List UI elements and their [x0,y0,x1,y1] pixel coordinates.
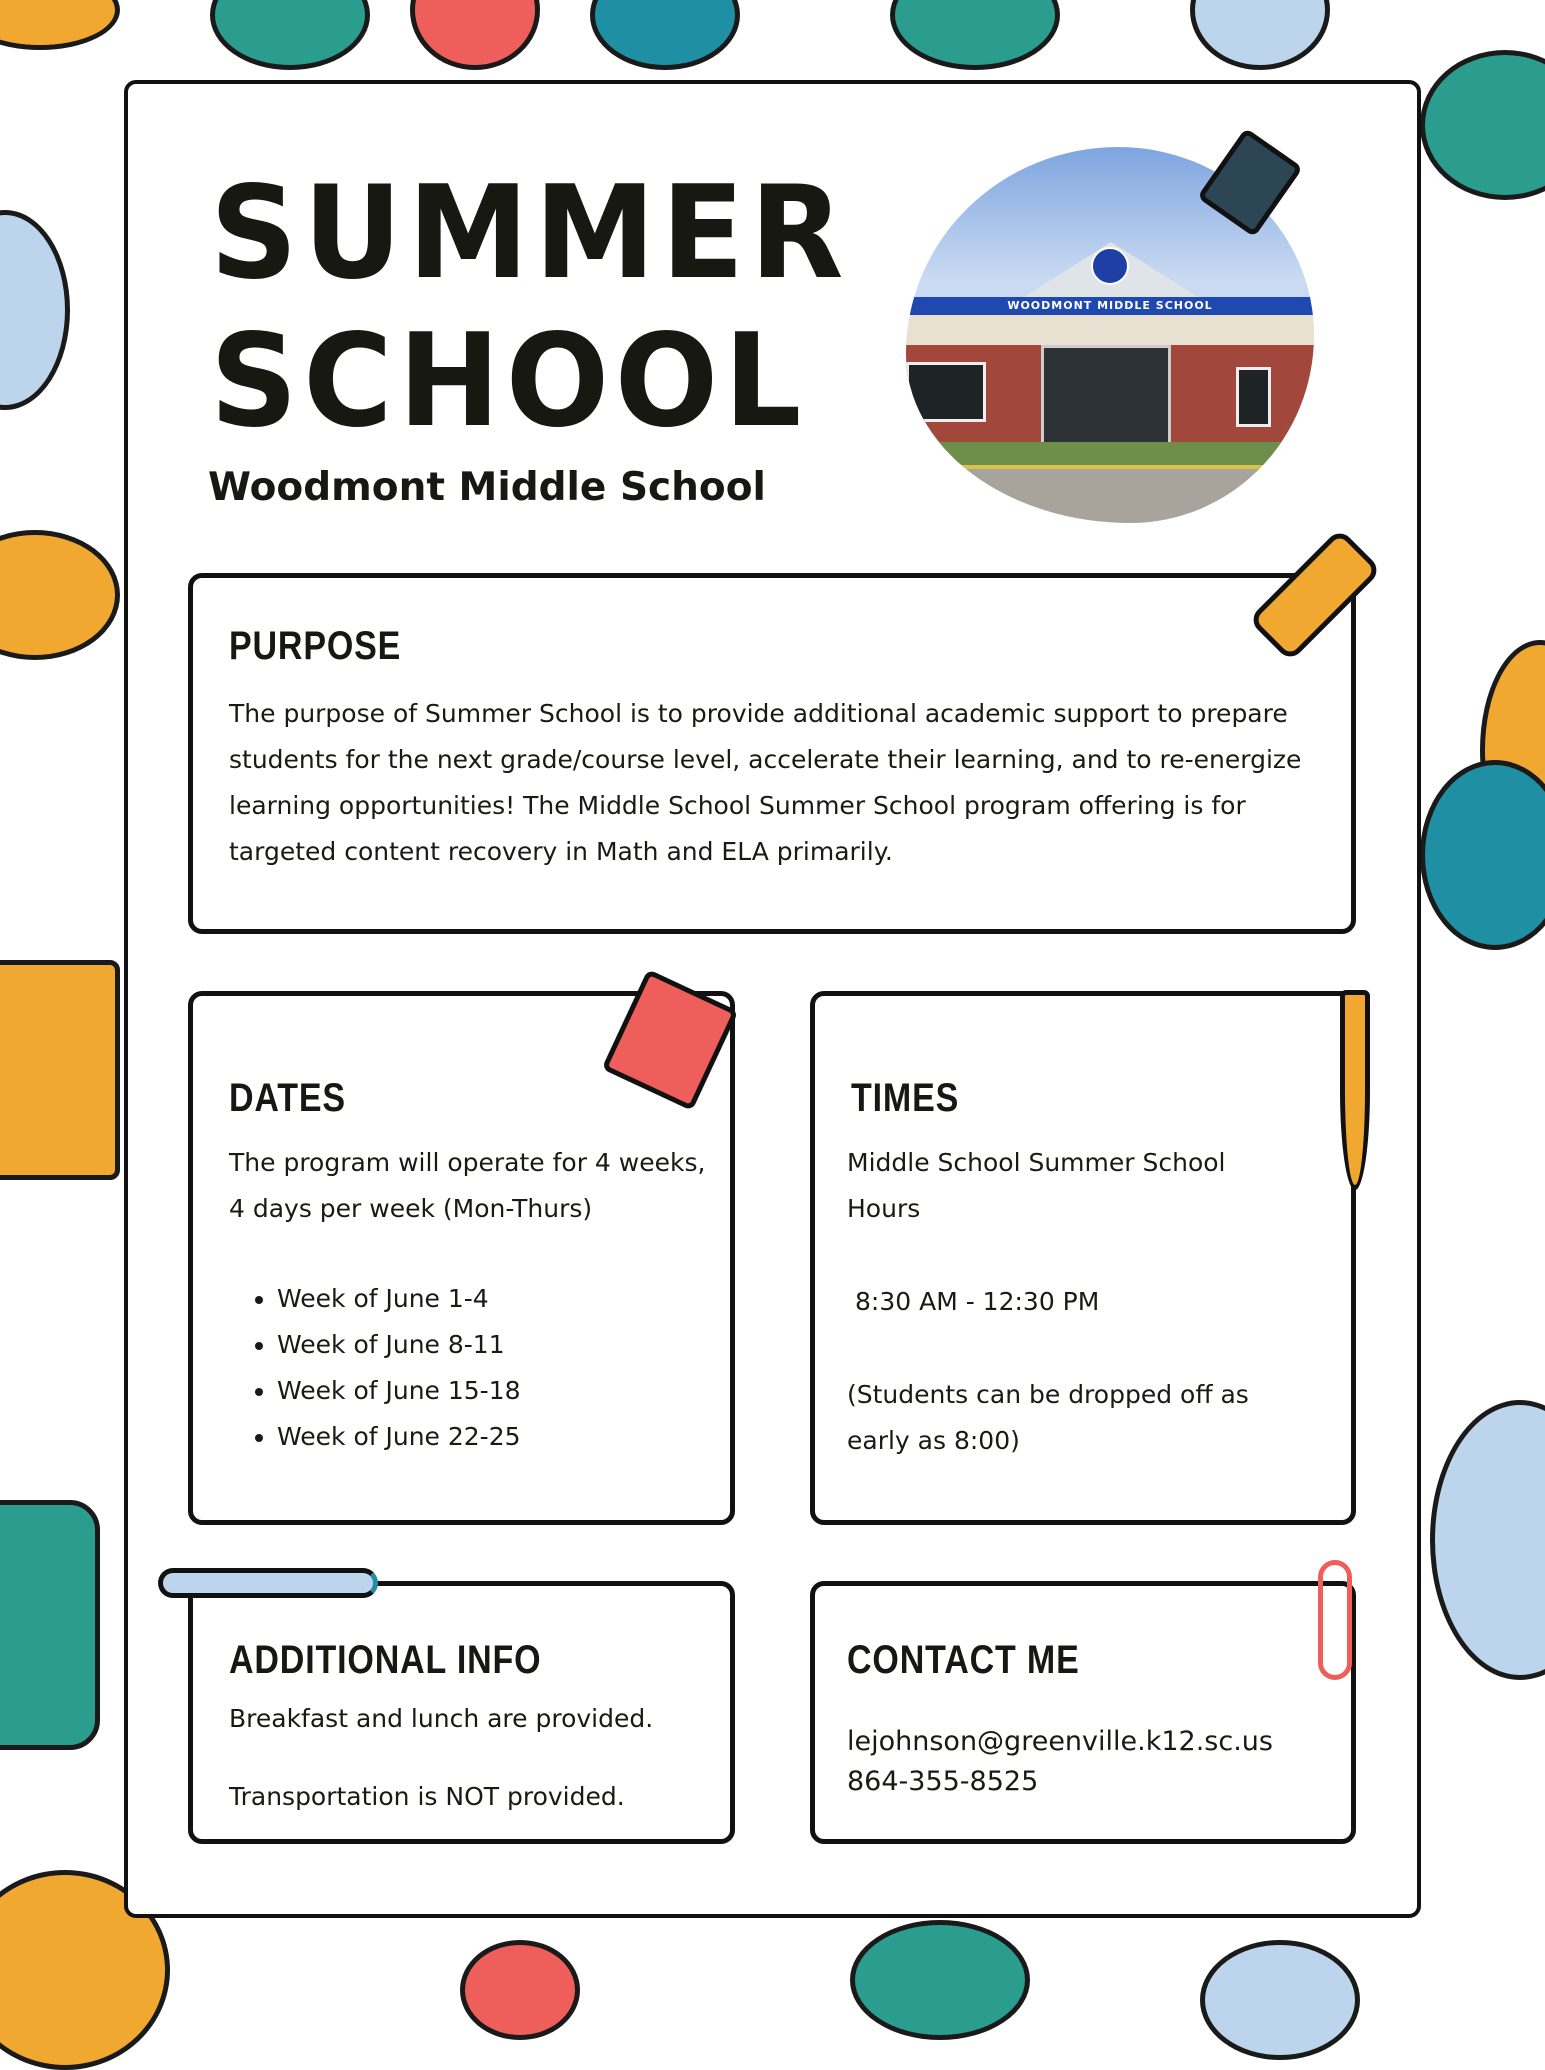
title-line-2: SCHOOL [210,307,808,456]
pen-icon [158,1568,378,1598]
photo-sign: WOODMONT MIDDLE SCHOOL [906,297,1314,315]
week-item: • Week of June 8-11 [277,1322,521,1368]
purpose-section [188,573,1356,934]
additional-line: Breakfast and lunch are provided. [229,1704,654,1733]
additional-info-section [188,1581,735,1844]
weeks-list [229,1276,521,1460]
times-section [810,991,1356,1525]
dates-line: 4 days per week (Mon-Thurs) [229,1194,593,1223]
week-item: • Week of June 22-25 [277,1414,521,1460]
contact-phone[interactable]: 864-355-8525 [847,1766,1039,1797]
purpose-line: learning opportunities! The Middle School Summer School program offering is for [229,791,1246,820]
title-line-1: SUMMER [210,159,850,308]
week-item: • Week of June 15-18 [277,1368,521,1414]
times-note: early as 8:00) [847,1426,1020,1455]
times-heading: TIMES [851,1076,960,1120]
dates-heading: DATES [229,1076,346,1120]
times-line: Hours [847,1194,921,1223]
paperclip-icon [1318,1560,1352,1680]
purpose-line: targeted content recovery in Math and ELA primarily. [229,837,893,866]
pencil-icon [1340,990,1370,1190]
additional-heading: ADDITIONAL INFO [229,1638,542,1682]
additional-line: Transportation is NOT provided. [229,1782,625,1811]
school-name: Woodmont Middle School [208,465,766,510]
dates-line: The program will operate for 4 weeks, [229,1148,706,1177]
purpose-heading: PURPOSE [229,624,402,668]
times-note: (Students can be dropped off as [847,1380,1249,1409]
purpose-line: The purpose of Summer School is to provide additional academic support to prepare [229,699,1288,728]
contact-section [810,1581,1356,1844]
contact-heading: CONTACT ME [847,1638,1080,1682]
times-line: Middle School Summer School [847,1148,1226,1177]
contact-email[interactable]: lejohnson@greenville.k12.sc.us [847,1726,1273,1757]
times-hours: 8:30 AM - 12:30 PM [855,1287,1100,1316]
week-item: • Week of June 1-4 [277,1276,521,1322]
purpose-line: students for the next grade/course level, accelerate their learning, and to re-energize [229,745,1302,774]
